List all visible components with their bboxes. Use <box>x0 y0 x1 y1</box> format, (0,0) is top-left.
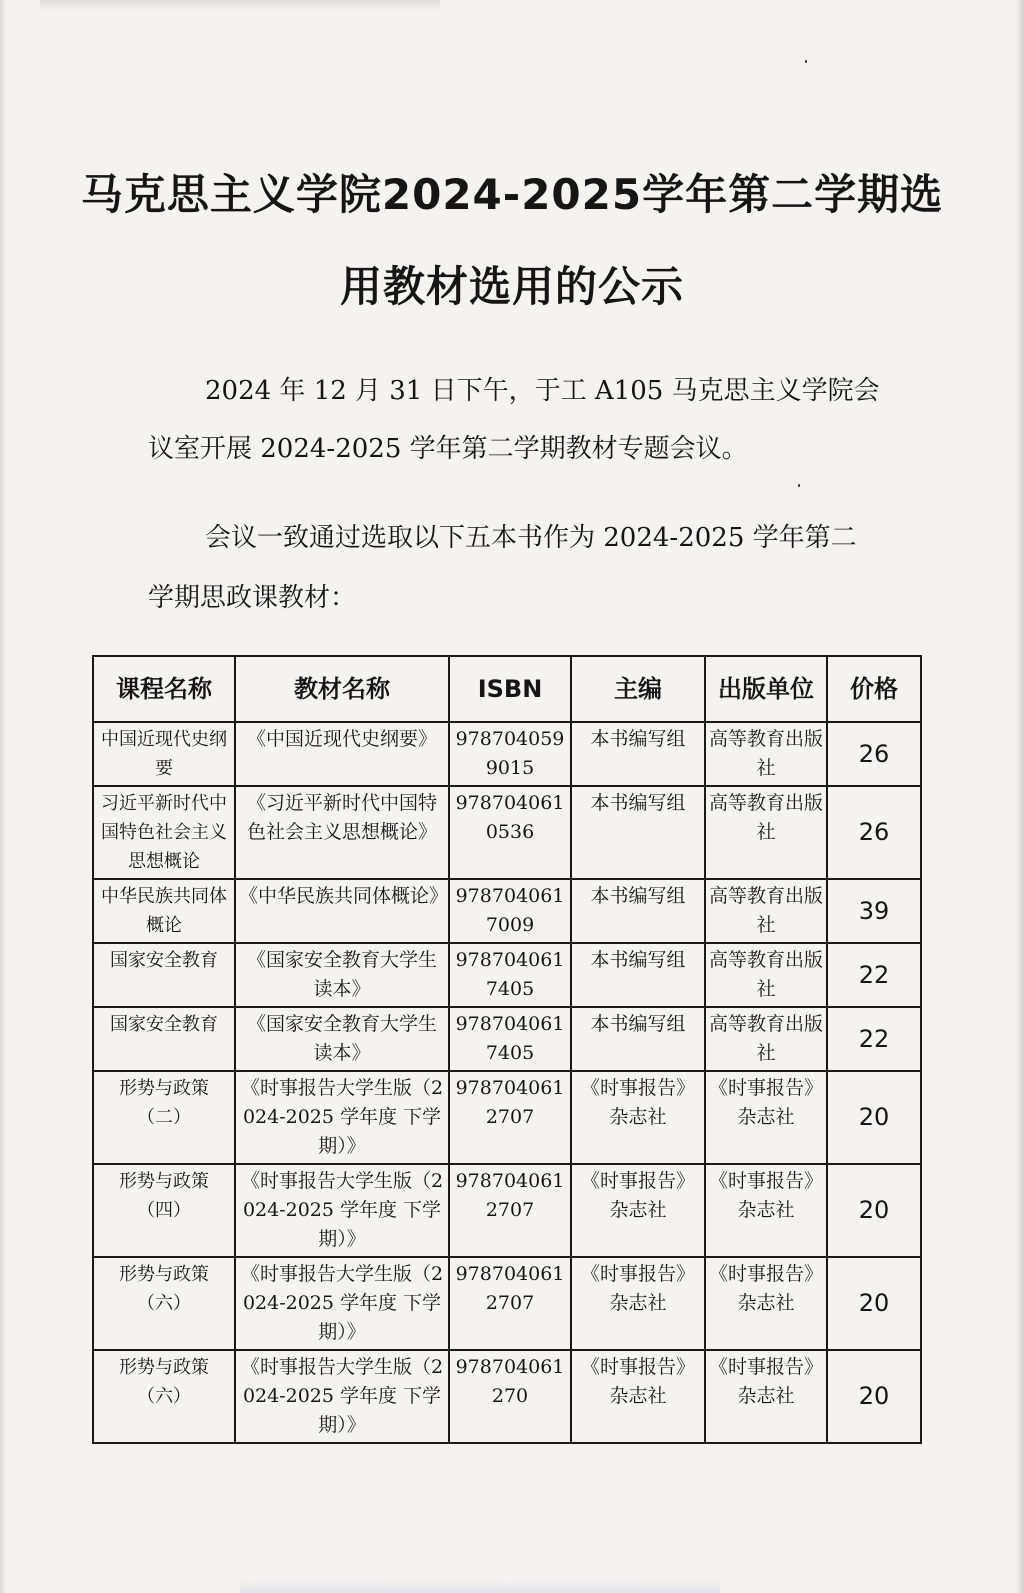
cell-publisher: 高等教育出版社 <box>705 943 827 1007</box>
header-course: 课程名称 <box>93 656 235 722</box>
cell-textbook: 《习近平新时代中国特色社会主义思想概论》 <box>235 786 449 879</box>
table-row <box>93 722 921 786</box>
scan-top-strip <box>40 0 440 10</box>
scan-speck <box>798 484 800 487</box>
table-header-row <box>93 656 921 722</box>
table-row <box>93 786 921 879</box>
cell-isbn: 9787040612707 <box>449 1257 571 1350</box>
cell-publisher: 《时事报告》杂志社 <box>705 1071 827 1164</box>
header-textbook: 教材名称 <box>235 656 449 722</box>
cell-editor: 本书编写组 <box>571 879 705 943</box>
cell-publisher: 《时事报告》杂志社 <box>705 1164 827 1257</box>
cell-textbook: 《中华民族共同体概论》 <box>235 879 449 943</box>
cell-textbook: 《国家安全教育大学生读本》 <box>235 1007 449 1071</box>
cell-course: 形势与政策（六） <box>93 1257 235 1350</box>
cell-editor: 《时事报告》杂志社 <box>571 1164 705 1257</box>
cell-course: 中国近现代史纲要 <box>93 722 235 786</box>
paragraph-1-line-2: 议室开展 2024-2025 学年第二学期教材专题会议。 <box>148 434 748 464</box>
cell-editor: 本书编写组 <box>571 786 705 879</box>
textbook-table <box>92 655 922 1444</box>
table-row <box>93 879 921 943</box>
cell-textbook: 《中国近现代史纲要》 <box>235 722 449 786</box>
cell-price: 20 <box>827 1350 921 1443</box>
scan-edge-left <box>0 0 6 1593</box>
cell-price: 26 <box>827 786 921 879</box>
header-price: 价格 <box>827 656 921 722</box>
cell-price: 22 <box>827 1007 921 1071</box>
cell-isbn: 9787040612707 <box>449 1071 571 1164</box>
cell-publisher: 《时事报告》杂志社 <box>705 1257 827 1350</box>
cell-course: 国家安全教育 <box>93 943 235 1007</box>
cell-editor: 本书编写组 <box>571 722 705 786</box>
scan-bottom-strip <box>240 1580 720 1593</box>
page-title-line2: 用教材选用的公示 <box>339 262 684 311</box>
cell-course: 形势与政策（二） <box>93 1071 235 1164</box>
cell-textbook: 《时事报告大学生版（2024-2025 学年度 下学期）》 <box>235 1164 449 1257</box>
cell-isbn: 9787040617405 <box>449 1007 571 1071</box>
cell-textbook: 《时事报告大学生版（2024-2025 学年度 下学期）》 <box>235 1071 449 1164</box>
cell-editor: 《时事报告》杂志社 <box>571 1071 705 1164</box>
cell-editor: 本书编写组 <box>571 943 705 1007</box>
header-isbn: ISBN <box>449 656 571 722</box>
header-editor: 主编 <box>571 656 705 722</box>
cell-publisher: 高等教育出版社 <box>705 722 827 786</box>
paragraph-2-line-1: 会议一致通过选取以下五本书作为 2024-2025 学年第二 <box>205 523 857 553</box>
cell-price: 20 <box>827 1071 921 1164</box>
paragraph-1-line-1: 2024 年 12 月 31 日下午，于工 A105 马克思主义学院会 <box>205 376 880 406</box>
cell-isbn: 9787040617405 <box>449 943 571 1007</box>
cell-editor: 《时事报告》杂志社 <box>571 1350 705 1443</box>
cell-course: 国家安全教育 <box>93 1007 235 1071</box>
cell-isbn: 9787040599015 <box>449 722 571 786</box>
cell-course: 形势与政策（六） <box>93 1350 235 1443</box>
cell-course: 习近平新时代中国特色社会主义思想概论 <box>93 786 235 879</box>
table-row <box>93 1071 921 1164</box>
paragraph-2-line-2: 学期思政课教材： <box>148 583 357 613</box>
cell-publisher: 高等教育出版社 <box>705 1007 827 1071</box>
cell-isbn: 9787040610536 <box>449 786 571 879</box>
scan-edge-right <box>1016 0 1024 1593</box>
cell-price: 39 <box>827 879 921 943</box>
cell-price: 22 <box>827 943 921 1007</box>
cell-editor: 《时事报告》杂志社 <box>571 1257 705 1350</box>
cell-isbn: 978704061270 <box>449 1350 571 1443</box>
cell-textbook: 《时事报告大学生版（2024-2025 学年度 下学期）》 <box>235 1350 449 1443</box>
cell-course: 中华民族共同体概论 <box>93 879 235 943</box>
cell-isbn: 9787040617009 <box>449 879 571 943</box>
table-row <box>93 1164 921 1257</box>
header-publisher: 出版单位 <box>705 656 827 722</box>
table-row <box>93 1007 921 1071</box>
cell-publisher: 高等教育出版社 <box>705 879 827 943</box>
cell-publisher: 《时事报告》杂志社 <box>705 1350 827 1443</box>
cell-publisher: 高等教育出版社 <box>705 786 827 879</box>
cell-price: 26 <box>827 722 921 786</box>
cell-editor: 本书编写组 <box>571 1007 705 1071</box>
cell-course: 形势与政策（四） <box>93 1164 235 1257</box>
page-title-line1: 马克思主义学院2024-2025学年第二学期选 <box>80 170 944 219</box>
table-row <box>93 1257 921 1350</box>
table-row <box>93 1350 921 1443</box>
scan-speck <box>805 60 807 63</box>
cell-textbook: 《国家安全教育大学生读本》 <box>235 943 449 1007</box>
cell-isbn: 9787040612707 <box>449 1164 571 1257</box>
cell-textbook: 《时事报告大学生版（2024-2025 学年度 下学期）》 <box>235 1257 449 1350</box>
cell-price: 20 <box>827 1164 921 1257</box>
table-row <box>93 943 921 1007</box>
cell-price: 20 <box>827 1257 921 1350</box>
